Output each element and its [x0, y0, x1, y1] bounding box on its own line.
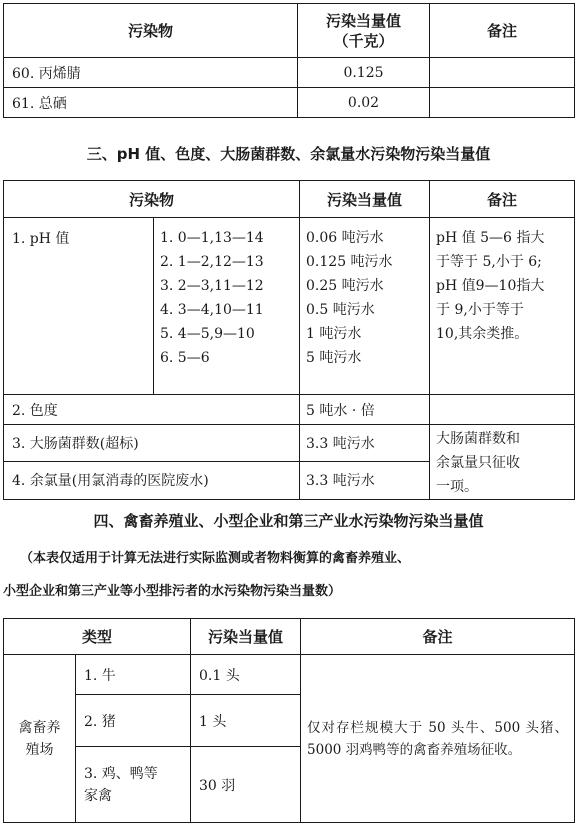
ph-range: 2. 1—2,12—13: [160, 254, 264, 270]
ph-value: 5 吨污水: [306, 350, 362, 366]
ph-name: 1. pH 值: [4, 218, 154, 395]
coliform-value: 3.3 吨污水: [300, 425, 430, 462]
col-header-note: 备注: [430, 181, 575, 218]
chlorine-name: 4. 余氯量(用氯消毒的医院废水): [4, 461, 300, 499]
section-4-subtitle-line-1: （本表仅适用于计算无法进行实际监测或者物料衡算的禽畜养殖业、: [20, 551, 411, 566]
color-value: 5 吨水 · 倍: [300, 395, 430, 425]
ph-value: 0.125 吨污水: [306, 254, 393, 270]
table-livestock: [3, 618, 575, 823]
coliform-name: 3. 大肠菌群数(超标): [4, 425, 300, 462]
col-header-pollutant: 污染物: [4, 181, 300, 218]
col-header-value: 污染当量值 （千克）: [298, 4, 430, 58]
ph-range: 1. 0—1,13—14: [160, 230, 264, 246]
ph-values: [300, 218, 430, 395]
ph-note: [430, 218, 575, 395]
col-header-pollutant: 污染物: [4, 4, 298, 58]
table-row: [4, 655, 575, 695]
section-3-title: 三、pH 值、色度、大肠菌群数、余氯量水污染物污染当量值: [86, 145, 491, 163]
note-line: 一项。: [436, 479, 479, 495]
color-note: [430, 395, 575, 425]
ph-note-line: 于等于 5,小于 6;: [436, 254, 542, 270]
color-name: 2. 色度: [4, 395, 300, 425]
pollutant-note: [430, 58, 575, 88]
pollutant-name: 61. 总硒: [4, 88, 298, 118]
table-row: [4, 58, 575, 88]
livestock-category: 禽畜养 殖场: [4, 655, 76, 823]
ph-note-line: 于 9,小于等于: [436, 302, 524, 318]
note-line: 余氯量只征收: [436, 455, 521, 471]
ph-value: 0.5 吨污水: [306, 302, 375, 318]
col-header-value: 污染当量值: [191, 619, 301, 655]
table-row: [4, 218, 575, 395]
section-4-title: 四、禽畜养殖业、小型企业和第三产业水污染物污染当量值: [93, 512, 484, 530]
col-header-type: 类型: [4, 619, 191, 655]
ph-value: 1 吨污水: [306, 326, 362, 342]
ph-range: 4. 3—4,10—11: [160, 302, 264, 318]
livestock-type: 1. 牛: [76, 655, 191, 695]
table-row: [4, 425, 575, 462]
table-continued: [3, 3, 575, 118]
ph-note-line: pH 值9—10指大: [436, 278, 545, 294]
pollutant-value: 0.02: [298, 88, 430, 118]
table-ph-color: [3, 180, 575, 500]
ph-range: 6. 5—6: [160, 350, 210, 366]
ph-note-line: 10,其余类推。: [436, 326, 529, 342]
chlorine-value: 3.3 吨污水: [300, 461, 430, 499]
pollutant-note: [430, 88, 575, 118]
pollutant-name: 60. 丙烯腈: [4, 58, 298, 88]
livestock-value: 1 头: [191, 695, 301, 747]
col-header-note: 备注: [301, 619, 575, 655]
ph-range: 5. 4—5,9—10: [160, 326, 255, 342]
section-4-subtitle-line-2: 小型企业和第三产业等小型排污者的水污染物污染当量数）: [3, 584, 342, 599]
ph-range: 3. 2—3,11—12: [160, 278, 264, 294]
livestock-value: 30 羽: [191, 747, 301, 823]
livestock-value: 0.1 头: [191, 655, 301, 695]
table-row: [4, 88, 575, 118]
livestock-type: 2. 猪: [76, 695, 191, 747]
col-header-note: 备注: [430, 4, 575, 58]
livestock-note: 仅对存栏规模大于 50 头牛、500 头猪、5000 羽鸡鸭等的禽畜养殖场征收。: [301, 655, 575, 823]
coliform-chlorine-note: [430, 425, 575, 500]
pollutant-value: 0.125: [298, 58, 430, 88]
note-line: 大肠菌群数和: [436, 431, 521, 447]
livestock-type: 3. 鸡、鸭等 家禽: [76, 747, 191, 823]
table-row: [4, 395, 575, 425]
ph-note-line: pH 值 5—6 指大: [436, 230, 545, 246]
ph-ranges: [154, 218, 300, 395]
ph-value: 0.06 吨污水: [306, 230, 384, 246]
ph-value: 0.25 吨污水: [306, 278, 384, 294]
col-header-value: 污染当量值: [300, 181, 430, 218]
